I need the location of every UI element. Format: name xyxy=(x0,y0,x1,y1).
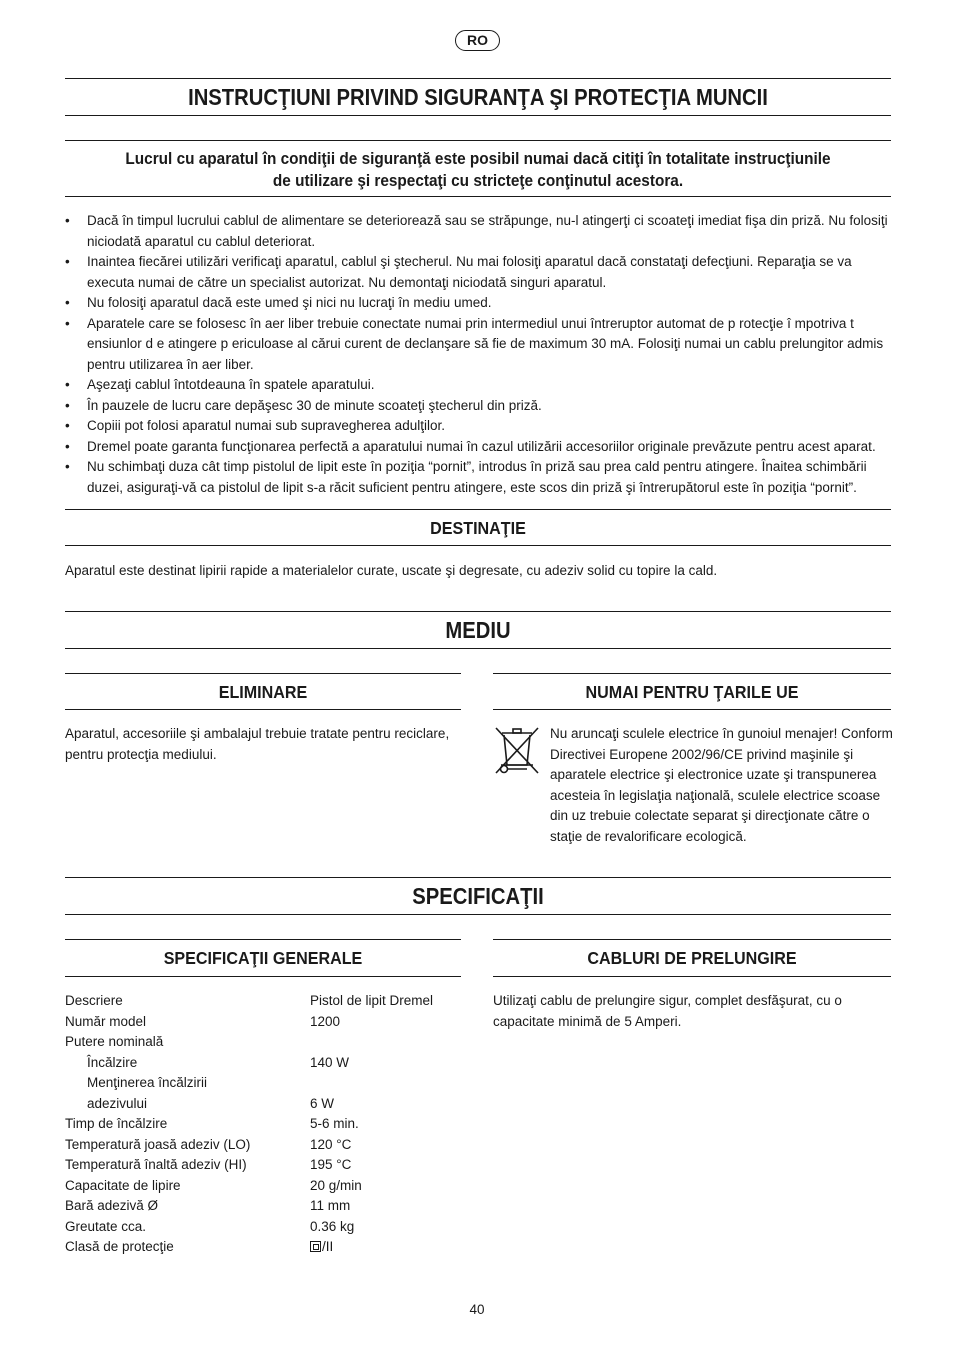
intro-warning xyxy=(65,148,891,192)
paragraph-line: capacitate minimă de 5 Amperi. xyxy=(493,1013,682,1029)
divider xyxy=(65,509,891,510)
bullet-line: • În pauzele de lucru care depăşesc 30 de minute scoateţi ştecherul din priză. xyxy=(87,397,542,413)
spec-value: 5-6 min. xyxy=(310,1116,359,1131)
divider xyxy=(493,673,891,674)
spec-row xyxy=(65,1237,465,1258)
paragraph-line: Utilizaţi cablu de prelungire sigur, complet desfăşurat, cu o xyxy=(493,993,842,1008)
spec-value: 120 °C xyxy=(310,1136,352,1152)
spec-row xyxy=(65,1012,465,1033)
spec-value: 140 W xyxy=(310,1054,350,1070)
section-title-destinatie: DESTINAŢIE xyxy=(430,518,526,538)
bullet-line: • Aparatele care se folosesc în aer liber trebuie conectate numai prin intermediul unui întreruptor automat de p rotecţie î mpotriva t xyxy=(87,315,854,331)
paragraph-line: din uz trebuie colectate separat şi direcţionate către o xyxy=(550,808,870,823)
spec-label: Încălzire xyxy=(87,1054,138,1070)
spec-row xyxy=(65,1155,465,1176)
spec-row xyxy=(65,1135,465,1156)
spec-label: Temperatură joasă adeziv (LO) xyxy=(65,1136,251,1152)
section-title-eliminare: ELIMINARE xyxy=(218,682,308,702)
spec-table xyxy=(65,991,465,1258)
section-title-specificatii: SPECIFICAŢII xyxy=(412,883,544,909)
section-title-ue: NUMAI PENTRU ŢARILE UE xyxy=(585,682,799,702)
paragraph-line: Aparatul, accesoriile şi ambalajul trebuie tratate pentru reciclare, xyxy=(65,726,450,741)
divider xyxy=(65,648,891,649)
divider xyxy=(493,939,891,940)
spec-label: Descriere xyxy=(65,993,123,1008)
divider xyxy=(65,115,891,116)
spec-value: 0.36 kg xyxy=(310,1218,355,1234)
section-title-mediu: MEDIU xyxy=(445,617,511,643)
paragraph-line: staţie de revalorificare ecologică. xyxy=(550,828,747,844)
crossed-out-wheelie-bin-icon xyxy=(493,725,541,777)
main-title: INSTRUCŢIUNI PRIVIND SIGURANŢA ŞI PROTECŢIA MUNCII xyxy=(188,84,768,110)
spec-row xyxy=(65,1094,465,1115)
intro-line: Lucrul cu aparatul în condiţii de siguranţă este posibil numai dacă citiţi în totalitate instrucţiunile xyxy=(125,150,831,168)
safety-bullet-item xyxy=(65,396,891,417)
spec-value-text: /II xyxy=(322,1239,334,1254)
safety-bullet-item xyxy=(65,375,891,396)
divider xyxy=(65,78,891,79)
divider xyxy=(65,914,891,915)
spec-value: Pistol de lipit Dremel xyxy=(310,993,434,1008)
spec-value: 11 mm xyxy=(310,1198,351,1213)
bullet-line: duzei, asiguraţi-vă ca pistolul de lipit s-a răcit suficient pentru atingere, este scos din priză şi întrerupătorul este în poziţia “pornit”. xyxy=(87,479,857,495)
bullet-line: ensiunlor d e atingere p ericuloase al cărui curent de declanşare să fie de maximum 30 mA. Folosiţi numai un cablu prelungitor admis xyxy=(87,336,884,351)
divider xyxy=(65,939,461,940)
divider xyxy=(493,709,891,710)
intro-line: de utilizare şi respectaţi cu stricteţe conţinutul acestora. xyxy=(272,172,684,190)
divider xyxy=(65,140,891,141)
spec-row xyxy=(65,1032,465,1053)
protection-class-double-square-icon xyxy=(310,1241,321,1252)
safety-bullet-item xyxy=(65,314,891,376)
paragraph-line: Aparatul este destinat lipirii rapide a materialelor curate, uscate şi degresate, cu adeziv solid cu topire la cald. xyxy=(65,563,718,578)
spec-row xyxy=(65,1073,465,1094)
spec-label: Putere nominală xyxy=(65,1034,164,1049)
safety-bullet-list xyxy=(65,211,891,498)
bullet-line: • Aşezaţi cablul întotdeauna în spatele aparatului. xyxy=(87,377,375,392)
divider xyxy=(65,709,461,710)
paragraph-line: Nu aruncaţi sculele electrice în gunoiul menajer! Conform xyxy=(550,726,893,741)
spec-row xyxy=(65,1053,465,1074)
bullet-line: niciodată aparatul cu cablul deteriorat. xyxy=(87,233,316,249)
section-title-cabluri: CABLURI DE PRELUNGIRE xyxy=(587,948,797,968)
safety-bullet-item xyxy=(65,416,891,437)
paragraph-line: acesteia în legislaţia naţională, sculele electrice scoase xyxy=(550,787,881,803)
safety-bullet-item xyxy=(65,437,891,458)
spec-label: Menţinerea încălzirii xyxy=(87,1075,208,1090)
spec-row xyxy=(65,1114,465,1135)
ue-text xyxy=(550,724,893,847)
spec-row xyxy=(65,1176,465,1197)
destinatie-text xyxy=(65,561,717,582)
bullet-line: • Copiii pot folosi aparatul numai sub supravegherea adulţilor. xyxy=(87,418,445,433)
spec-label: Timp de încălzire xyxy=(65,1116,168,1131)
spec-row xyxy=(65,1217,465,1238)
divider xyxy=(65,196,891,197)
paragraph-line: aparatele electrice şi electronice uzate şi transpunerea xyxy=(550,767,877,782)
spec-label: Temperatură înaltă adeziv (HI) xyxy=(65,1157,247,1172)
bullet-line: executa numai de către un specialist autorizat. Nu demontaţi niciodată singuri aparatul. xyxy=(87,274,607,290)
spec-label: Greutate cca. xyxy=(65,1218,147,1234)
bullet-line: • Nu folosiţi aparatul dacă este umed şi nici nu lucraţi în mediu umed. xyxy=(87,295,492,310)
spec-value: 195 °C xyxy=(310,1157,352,1172)
bullet-line: • Nu schimbaţi duza cât timp pistolul de lipit este în poziţia “pornit”, introdus în priză sau prea cald pentru atingere. Înaitea schimbării xyxy=(87,459,867,474)
spec-value xyxy=(310,1237,333,1258)
language-badge: RO xyxy=(455,30,500,51)
divider xyxy=(65,877,891,878)
safety-bullet-item xyxy=(65,293,891,314)
paragraph-line: pentru protecţia mediului. xyxy=(65,746,217,762)
divider xyxy=(493,976,891,977)
bullet-line: • Dacă în timpul lucrului cablul de alimentare se deteriorează sau se străpunge, nu-l atingerţi ci scoateţi imediat fişa din priză. Nu folosiţi xyxy=(87,213,888,228)
divider xyxy=(65,673,461,674)
spec-value: 20 g/min xyxy=(310,1177,362,1193)
spec-value: 1200 xyxy=(310,1013,341,1029)
safety-bullet-item xyxy=(65,457,891,498)
divider xyxy=(65,611,891,612)
bullet-line: pentru utilizarea în aer liber. xyxy=(87,356,254,372)
spec-label: adezivului xyxy=(87,1095,148,1111)
spec-value: 6 W xyxy=(310,1095,335,1111)
divider xyxy=(65,976,461,977)
safety-bullet-item xyxy=(65,211,891,252)
bullet-line: • Inaintea fiecărei utilizări verificaţi aparatul, cablul şi ştecherul. Nu mai folosiţi aparatul dacă constataţi defecţiuni. Reparaţia se va xyxy=(87,254,852,269)
page-number: 40 xyxy=(469,1302,485,1317)
spec-label: Bară adezivă Ø xyxy=(65,1198,159,1213)
spec-row xyxy=(65,991,465,1012)
safety-bullet-item xyxy=(65,252,891,293)
paragraph-line: Directivei Europene 2002/96/CE privind maşinile şi xyxy=(550,746,854,762)
section-title-spec-generale: SPECIFICAŢII GENERALE xyxy=(163,948,363,968)
divider xyxy=(65,545,891,546)
spec-label: Număr model xyxy=(65,1013,147,1029)
cabluri-text xyxy=(493,991,842,1032)
spec-label: Clasă de protecţie xyxy=(65,1239,174,1254)
eliminare-text xyxy=(65,724,449,765)
bullet-line: • Dremel poate garanta funcţionarea perfectă a aparatului numai în cazul utilizării accesoriilor originale prevăzute pentru acest aparat. xyxy=(87,438,876,454)
spec-label: Capacitate de lipire xyxy=(65,1177,181,1193)
spec-row xyxy=(65,1196,465,1217)
